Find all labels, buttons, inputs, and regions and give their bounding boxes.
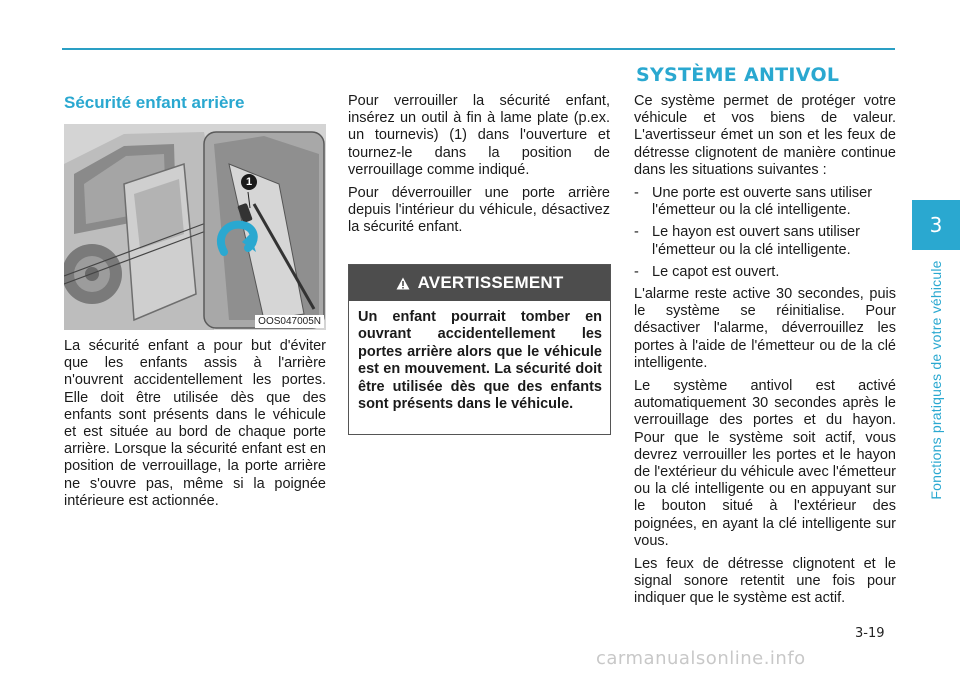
warning-body: Un enfant pourrait tomber en ouvrant accidentellement les portes arrière alors que le véhicule est en mouvement. La sécurité doit être utilisée dès que des enfants sont présents dans le véhicule.: [358, 309, 602, 413]
bullet-marker: -: [634, 185, 639, 202]
page-number: 3-19: [855, 626, 885, 641]
child-lock-title: Sécurité enfant arrière: [64, 93, 245, 112]
column-1: [64, 338, 326, 516]
warning-triangle-icon: [396, 277, 410, 290]
warning-box: [348, 264, 611, 435]
chapter-title: Fonctions pratiques de votre véhicule: [928, 260, 944, 500]
column-3: [634, 93, 896, 614]
callout-1: 1: [241, 174, 257, 190]
alarm-paragraph: L'alarme reste active 30 secondes, puis le système se réinitialise. Pour désactiver l'alarme, déverrouillez les portes à l'aide de l'émetteur ou de la clé intelligente.: [634, 286, 896, 371]
bullet-item: - Une porte est ouverte sans utiliser l'émetteur ou la clé intelligente.: [634, 185, 873, 219]
signal-paragraph: Les feux de détresse clignotent et le signal sonore retentit une fois pour indiquer que le système est actif.: [634, 556, 896, 607]
top-rule: [62, 48, 895, 50]
bullet-marker: -: [634, 224, 639, 241]
child-lock-paragraph: La sécurité enfant a pour but d'éviter que les enfants assis à l'arrière n'ouvrent accidentellement les portes. Elle doit être utilisée dès que des enfants sont présents dans le véhicule et est située au bord de chaque porte arrière. Lorsque la sécurité enfant est en position de verrouillage, la porte arrière ne s'ouvre pas, même si la poignée intérieure est actionnée.: [64, 338, 326, 509]
bullet-item: - Le hayon est ouvert sans utiliser l'émetteur ou la clé intelligente.: [634, 224, 860, 258]
chapter-tab: 3: [912, 200, 960, 250]
bullet-marker: -: [634, 263, 639, 280]
child-lock-figure: [64, 124, 326, 330]
figure-caption: OOS047005N: [255, 315, 324, 328]
warning-heading: AVERTISSEMENT: [417, 273, 564, 292]
watermark: carmanualsonline.info: [596, 648, 806, 669]
door-illustration: [64, 124, 326, 330]
bullet-item: - Le capot est ouvert.: [634, 263, 780, 280]
antitheft-intro: Ce système permet de protéger votre véhicule et vos biens de valeur. L'avertisseur émet un son et les feux de détresse clignotent de manière continue dans les situations suivantes :: [634, 93, 896, 178]
activation-paragraph: Le système antivol est activé automatiquement 30 secondes après le verrouillage des portes et du hayon. Pour que le système soit actif, vous devrez verrouiller les portes et le hayon de l'extérieur du véhicule avec l'émetteur ou la clé intelligente ou en appuyant sur le bouton situé à l'extérieur des poignées, en ayant la clé intelligente sur vous.: [634, 378, 896, 549]
unlock-paragraph: Pour déverrouiller une porte arrière depuis l'intérieur du véhicule, désactivez la sécurité enfant.: [348, 185, 610, 236]
section-title: SYSTÈME ANTIVOL: [636, 64, 840, 86]
warning-header: [349, 265, 610, 301]
column-2: [348, 93, 610, 243]
lock-paragraph: Pour verrouiller la sécurité enfant, insérez un outil à fin à lame plate (p.ex. un tournevis) (1) dans l'ouverture et tournez-le dans la position de verrouillage comme indiqué.: [348, 93, 610, 178]
